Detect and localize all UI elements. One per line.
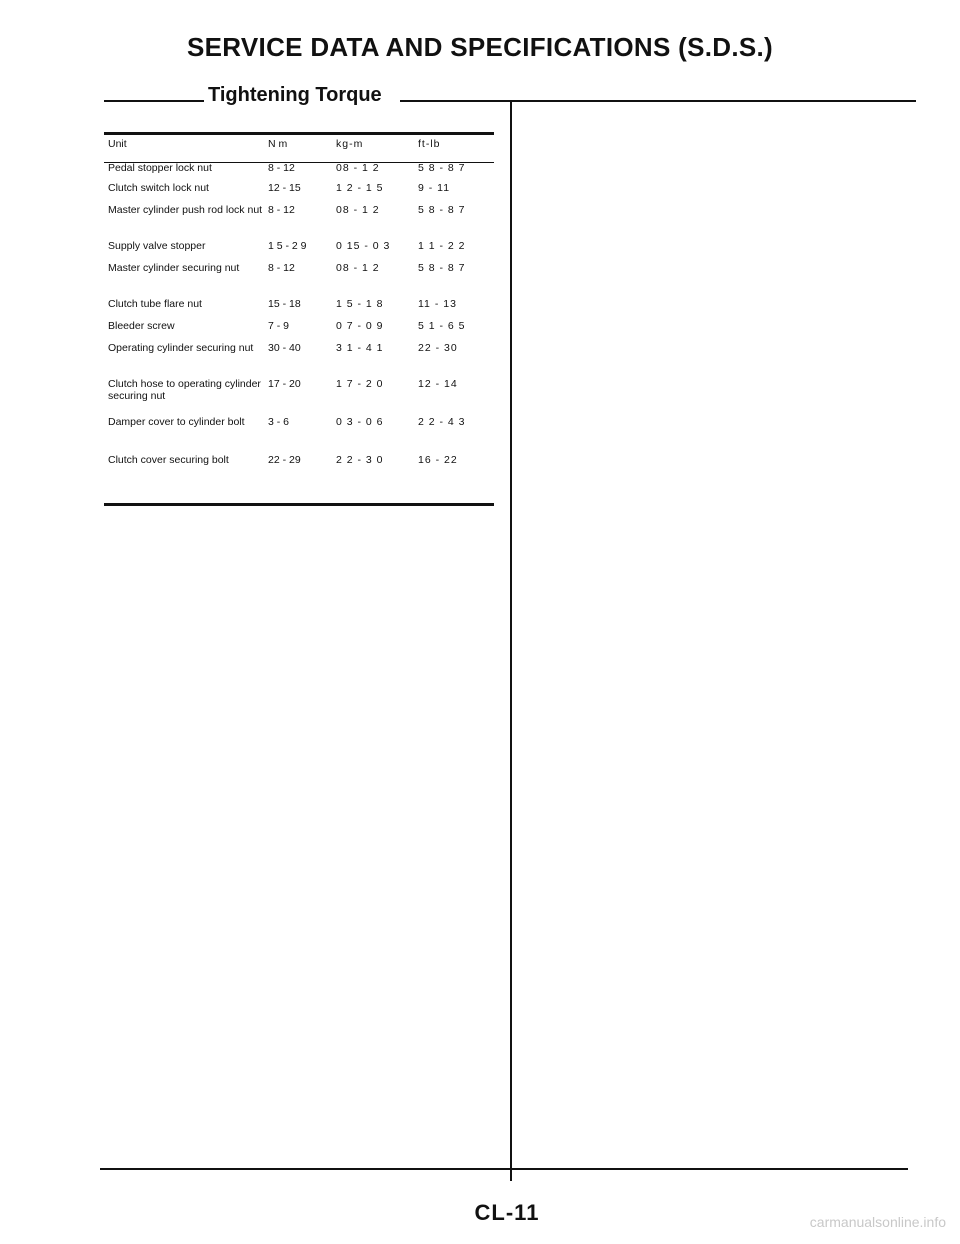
row-name: Clutch cover securing bolt [108,454,229,466]
row-nm: 8 - 12 [268,262,295,274]
table-row [108,262,494,298]
row-kgm: 0 3 - 0 6 [336,416,384,428]
row-kgm: 08 - 1 2 [336,262,380,274]
row-kgm: 1 5 - 1 8 [336,298,384,310]
row-name: Clutch switch lock nut [108,182,209,194]
heading-rule-right [400,100,916,102]
page-bottom-rule [100,1168,908,1170]
table-row [108,162,494,182]
table-row [108,320,494,342]
row-name: Clutch hose to operating cylinder securing nut [108,378,261,402]
row-name: Clutch tube flare nut [108,298,202,310]
table-header-row [108,138,494,162]
header-unit: Unit [108,138,127,150]
row-kgm: 2 2 - 3 0 [336,454,384,466]
row-name: Operating cylinder securing nut [108,342,254,354]
row-kgm: 0 7 - 0 9 [336,320,384,332]
row-ftlb: 5 8 - 8 7 [418,162,466,174]
row-ftlb: 5 8 - 8 7 [418,204,466,216]
table-row [108,342,494,378]
row-ftlb: 5 8 - 8 7 [418,262,466,274]
row-ftlb: 16 - 22 [418,454,458,466]
row-nm: 30 - 40 [268,342,301,354]
page-title: SERVICE DATA AND SPECIFICATIONS (S.D.S.) [187,32,773,62]
table-row [108,298,494,320]
row-nm: 17 - 20 [268,378,301,390]
table-top-rule [104,132,494,135]
watermark: carmanualsonline.info [809,1214,946,1230]
header-nm: N m [268,138,288,150]
row-nm: 12 - 15 [268,182,301,194]
table-row [108,240,494,262]
header-kgm: kg-m [336,138,364,150]
row-ftlb: 5 1 - 6 5 [418,320,466,332]
row-ftlb: 1 1 - 2 2 [418,240,466,252]
section-heading: Tightening Torque [208,84,382,106]
row-ftlb: 2 2 - 4 3 [418,416,466,428]
row-kgm: 08 - 1 2 [336,162,380,174]
row-nm: 7 - 9 [268,320,290,332]
table-row [108,204,494,240]
row-kgm: 0 15 - 0 3 [336,240,391,252]
row-nm: 1 5 - 2 9 [268,240,307,252]
heading-rule-left [104,100,204,102]
row-kgm: 08 - 1 2 [336,204,380,216]
table-row [108,182,494,204]
table-row [108,454,494,476]
row-name: Pedal stopper lock nut [108,162,212,174]
row-kgm: 1 7 - 2 0 [336,378,384,390]
table-row [108,416,494,454]
row-name: Supply valve stopper [108,240,206,252]
row-nm: 8 - 12 [268,204,295,216]
row-kgm: 1 2 - 1 5 [336,182,384,194]
row-ftlb: 9 - 11 [418,182,451,194]
row-name: Master cylinder push rod lock nut [108,204,263,216]
header-ftlb: ft-lb [418,138,441,150]
row-name: Master cylinder securing nut [108,262,240,274]
row-ftlb: 12 - 14 [418,378,458,390]
torque-table [108,138,494,476]
column-divider [510,101,512,1181]
row-nm: 8 - 12 [268,162,295,174]
table-bottom-rule [104,503,494,506]
row-nm: 22 - 29 [268,454,301,466]
row-ftlb: 22 - 30 [418,342,458,354]
table-row [108,378,494,416]
row-nm: 15 - 18 [268,298,301,310]
page-number: CL-11 [474,1200,540,1225]
row-kgm: 3 1 - 4 1 [336,342,384,354]
row-ftlb: 11 - 13 [418,298,457,310]
row-name: Damper cover to cylinder bolt [108,416,245,428]
row-name: Bleeder screw [108,320,175,332]
row-nm: 3 - 6 [268,416,290,428]
